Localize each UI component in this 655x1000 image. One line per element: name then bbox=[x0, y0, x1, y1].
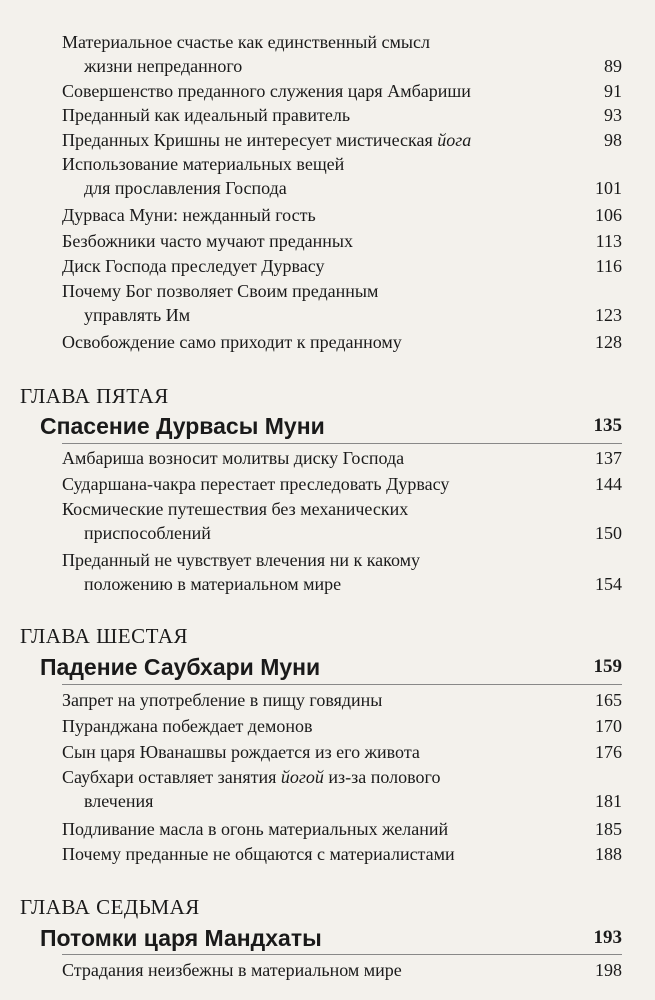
entry-page: 165 bbox=[595, 690, 622, 710]
entry-title-cont: жизни непреданного bbox=[84, 56, 243, 76]
entry-title-cont: влечения bbox=[84, 791, 154, 811]
chapter-title bbox=[40, 924, 622, 952]
toc-entry bbox=[62, 30, 622, 78]
entry-title: Дурваса Муни: нежданный гость bbox=[62, 205, 316, 225]
toc-entry bbox=[62, 279, 622, 327]
entry-title-tail: из-за полового bbox=[323, 767, 441, 787]
entry-title: Материальное счастье как единственный смысл bbox=[62, 32, 430, 52]
entry-page: 185 bbox=[595, 819, 622, 839]
entry-page: 170 bbox=[595, 716, 622, 736]
entry-title: Саубхари оставляет занятия bbox=[62, 767, 281, 787]
entry-title: Совершенство преданного служения царя Амбариши bbox=[62, 81, 471, 101]
toc-entry bbox=[62, 152, 622, 200]
entry-page: 113 bbox=[595, 231, 622, 251]
entry-page: 198 bbox=[595, 960, 622, 980]
entry-title: Сын царя Юванашвы рождается из его живота bbox=[62, 742, 420, 762]
entry-title-cont: управлять Им bbox=[84, 305, 191, 325]
entry-page: 150 bbox=[595, 523, 622, 543]
toc-entry bbox=[62, 497, 622, 545]
entry-title: Подливание масла в огонь материальных желаний bbox=[62, 819, 449, 839]
toc-entry bbox=[62, 472, 622, 496]
chapter-label: ГЛАВА ШЕСТАЯ bbox=[20, 624, 189, 648]
entry-page: 176 bbox=[595, 742, 622, 762]
toc-entry bbox=[62, 765, 622, 813]
toc-entry bbox=[62, 79, 622, 103]
toc-entry bbox=[62, 128, 622, 152]
entry-page: 98 bbox=[604, 130, 622, 150]
chapter-title-text: Падение Саубхари Муни bbox=[40, 654, 321, 680]
chapter-page: 135 bbox=[593, 415, 622, 436]
divider bbox=[62, 954, 622, 955]
entry-page: 144 bbox=[595, 474, 622, 494]
entry-title: Освобождение само приходит к преданному bbox=[62, 332, 402, 352]
entry-page: 128 bbox=[595, 332, 622, 352]
entry-title: Пуранджана побеждает демонов bbox=[62, 716, 313, 736]
entry-page: 181 bbox=[595, 791, 622, 811]
entry-title-em: йога bbox=[437, 130, 472, 150]
toc-entry bbox=[62, 330, 622, 354]
chapter-page: 193 bbox=[593, 927, 622, 948]
entry-page: 101 bbox=[595, 178, 622, 198]
entry-page: 106 bbox=[595, 205, 622, 225]
toc-entry bbox=[62, 740, 622, 764]
entry-page: 123 bbox=[595, 305, 622, 325]
entry-page: 137 bbox=[595, 448, 622, 468]
toc-entry bbox=[62, 446, 622, 470]
chapter-label: ГЛАВА СЕДЬМАЯ bbox=[20, 895, 200, 919]
entry-title: Преданных Кришны не интересует мистическая bbox=[62, 130, 438, 150]
chapter-title-text: Спасение Дурвасы Муни bbox=[40, 413, 325, 439]
entry-title: Почему Бог позволяет Своим преданным bbox=[62, 281, 379, 301]
toc-entry bbox=[62, 958, 622, 982]
toc-entry bbox=[62, 548, 622, 596]
toc-entry bbox=[62, 817, 622, 841]
entry-title: Диск Господа преследует Дурвасу bbox=[62, 256, 325, 276]
toc-entry bbox=[62, 203, 622, 227]
entry-page: 91 bbox=[604, 81, 622, 101]
entry-title: Запрет на употребление в пищу говядины bbox=[62, 690, 383, 710]
entry-title: Амбариша возносит молитвы диску Господа bbox=[62, 448, 405, 468]
entry-title: Страдания неизбежны в материальном мире bbox=[62, 960, 402, 980]
entry-title: Безбожники часто мучают преданных bbox=[62, 231, 354, 251]
entry-page: 89 bbox=[604, 56, 622, 76]
entry-title-cont: положению в материальном мире bbox=[84, 574, 342, 594]
entry-title: Космические путешествия без механических bbox=[62, 499, 409, 519]
chapter-title bbox=[40, 653, 622, 681]
entry-page: 188 bbox=[595, 844, 622, 864]
divider bbox=[62, 443, 622, 444]
entry-title: Почему преданные не общаются с материалистами bbox=[62, 844, 455, 864]
entry-page: 154 bbox=[595, 574, 622, 594]
entry-title: Преданный как идеальный правитель bbox=[62, 105, 351, 125]
chapter-page: 159 bbox=[593, 656, 622, 677]
entry-page: 116 bbox=[595, 256, 622, 276]
toc-entry bbox=[62, 842, 622, 866]
entry-title: Преданный не чувствует влечения ни к какому bbox=[62, 550, 421, 570]
chapter-label: ГЛАВА ПЯТАЯ bbox=[20, 384, 169, 408]
entry-title-em: йогой bbox=[280, 767, 324, 787]
entry-title-cont: приспособлений bbox=[84, 523, 211, 543]
chapter-title-text: Потомки царя Мандхаты bbox=[40, 925, 322, 951]
entry-title: Использование материальных вещей bbox=[62, 154, 345, 174]
toc-entry bbox=[62, 688, 622, 712]
toc-entry bbox=[62, 714, 622, 738]
entry-title-cont: для прославления Господа bbox=[84, 178, 287, 198]
toc-entry bbox=[62, 103, 622, 127]
divider bbox=[62, 684, 622, 685]
entry-title: Сударшана-чакра перестает преследовать Дурвасу bbox=[62, 474, 450, 494]
chapter-title bbox=[40, 412, 622, 440]
entry-page: 93 bbox=[604, 105, 622, 125]
toc-entry bbox=[62, 254, 622, 278]
toc-entry bbox=[62, 229, 622, 253]
